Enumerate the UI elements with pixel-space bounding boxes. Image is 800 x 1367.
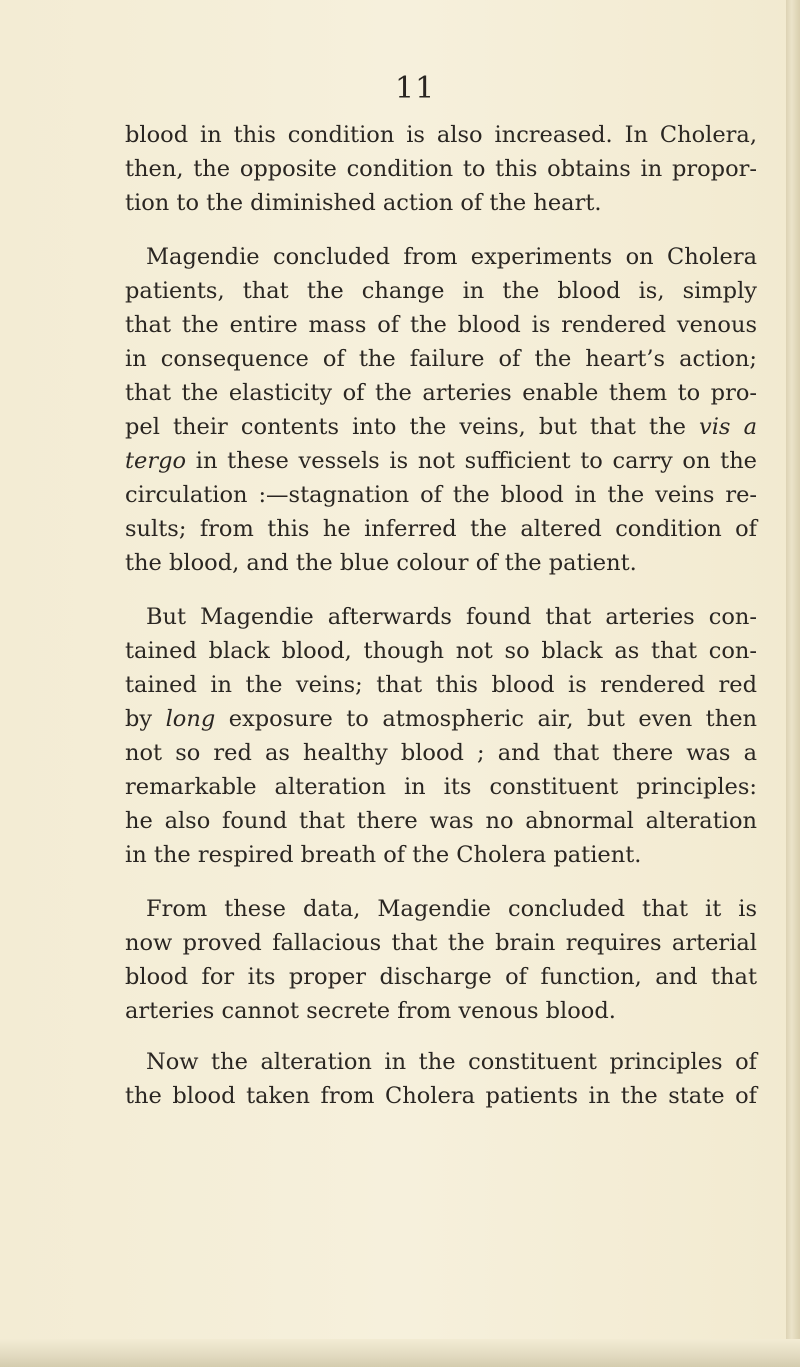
paragraph-gap xyxy=(125,872,757,892)
text-line xyxy=(125,444,757,478)
text-line: he also found that there was no abnormal alteration xyxy=(125,808,757,834)
page-number: 11 xyxy=(395,71,436,106)
text-line-content: Now the alteration in the constituent principles of xyxy=(146,1049,757,1075)
italic-text: long xyxy=(165,706,216,732)
page-edge-right xyxy=(786,0,800,1367)
paragraph-gap xyxy=(125,580,757,600)
text-segment: exposure to atmospheric air, but even then xyxy=(228,706,758,732)
paragraph-5 xyxy=(125,1045,757,1113)
text-line: not so red as healthy blood ; and that there was a xyxy=(125,740,757,766)
text-line: the blood taken from Cholera patients in the state of xyxy=(125,1083,757,1109)
text-line: patients, that the change in the blood is, simply xyxy=(125,278,757,304)
paragraph-1 xyxy=(125,118,757,220)
text-line: in consequence of the failure of the heart’s action; xyxy=(125,346,757,372)
text-line xyxy=(125,240,757,274)
text-line-content: Magendie concluded from experiments on Cholera xyxy=(146,244,757,270)
text-segment: in these vessels is not sufficient to carry on the xyxy=(195,448,758,474)
text-line: tained in the veins; that this blood is rendered red xyxy=(125,672,757,698)
text-line: blood for its proper discharge of function, and that xyxy=(125,964,757,990)
text-line-content: From these data, Magendie concluded that it is xyxy=(146,896,757,922)
text-line: tion to the diminished action of the heart. xyxy=(125,190,602,216)
text-line-content: But Magendie afterwards found that arteries con- xyxy=(146,604,757,630)
text-line: arteries cannot secrete from venous blood. xyxy=(125,998,616,1024)
text-line: in the respired breath of the Cholera patient. xyxy=(125,842,642,868)
text-line: now proved fallacious that the brain requires arterial xyxy=(125,930,757,956)
paragraph-4 xyxy=(125,892,757,1028)
text-line: circulation :—stagnation of the blood in the veins re- xyxy=(125,482,757,508)
italic-text: vis a xyxy=(699,414,757,440)
text-line: blood in this condition is also increased. In Cholera, xyxy=(125,122,757,148)
text-line: remarkable alteration in its constituent principles: xyxy=(125,774,757,800)
text-line: that the entire mass of the blood is rendered venous xyxy=(125,312,757,338)
paragraph-gap xyxy=(125,220,757,240)
italic-text: tergo xyxy=(125,448,187,474)
page-edge-bottom xyxy=(0,1339,800,1367)
text-line: then, the opposite condition to this obtains in propor- xyxy=(125,156,757,182)
text-segment: pel their contents into the veins, but that the xyxy=(125,414,686,440)
text-line xyxy=(125,702,757,736)
paragraph-3 xyxy=(125,600,757,872)
text-line: that the elasticity of the arteries enable them to pro- xyxy=(125,380,757,406)
text-line: sults; from this he inferred the altered condition of xyxy=(125,516,757,542)
paragraph-gap xyxy=(125,1028,757,1045)
text-line xyxy=(125,600,757,634)
paragraph-2 xyxy=(125,240,757,580)
text-line xyxy=(125,410,757,444)
text-line xyxy=(125,892,757,926)
text-line: tained black blood, though not so black as that con- xyxy=(125,638,757,664)
text-segment: by xyxy=(125,706,153,732)
body-text xyxy=(125,118,757,1113)
text-line xyxy=(125,1045,757,1079)
text-line: the blood, and the blue colour of the patient. xyxy=(125,550,637,576)
